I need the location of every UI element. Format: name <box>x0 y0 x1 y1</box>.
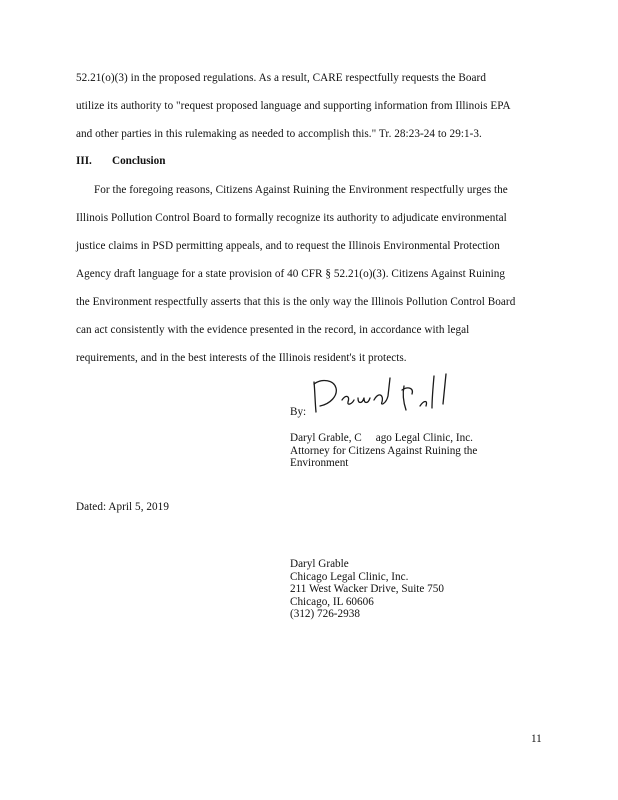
intro-line: 52.21(o)(3) in the proposed regulations. As a result, CARE respectfully requests the Board <box>76 72 486 84</box>
conclusion-line: requirements, and in the best interests of the Illinois resident's it protects. <box>76 352 407 364</box>
conclusion-line: For the foregoing reasons, Citizens Against Ruining the Environment respectfully urges the <box>94 184 508 196</box>
handwritten-signature <box>312 370 462 420</box>
contact-line: 211 West Wacker Drive, Suite 750 <box>290 583 444 596</box>
intro-line: utilize its authority to "request proposed language and supporting information from Illinois EPA <box>76 100 511 112</box>
section-heading <box>76 155 165 167</box>
section-title: Conclusion <box>112 155 166 167</box>
section-number: III. <box>76 155 92 167</box>
conclusion-line: the Environment respectfully asserts that this is the only way the Illinois Pollution Control Board <box>76 296 516 308</box>
intro-line: and other parties in this rulemaking as needed to accomplish this." Tr. 28:23-24 to 29:1-3. <box>76 128 482 140</box>
signer-line: Attorney for Citizens Against Ruining the <box>290 444 478 457</box>
dated-line: Dated: April 5, 2019 <box>76 501 169 513</box>
contact-line: Chicago Legal Clinic, Inc. <box>290 570 409 583</box>
conclusion-line: Agency draft language for a state provision of 40 CFR § 52.21(o)(3). Citizens Against Ruining <box>76 268 506 280</box>
conclusion-line: can act consistently with the evidence presented in the record, in accordance with legal <box>76 324 470 336</box>
contact-line: Daryl Grable <box>290 558 349 570</box>
signer-line: Environment <box>290 457 349 470</box>
contact-line: Chicago, IL 60606 <box>290 595 374 608</box>
contact-block <box>290 558 444 621</box>
signer-line: Daryl Grable, C ago Legal Clinic, Inc. <box>290 432 473 444</box>
conclusion-line: Illinois Pollution Control Board to formally recognize its authority to adjudicate environmental <box>76 212 507 224</box>
page-number: 11 <box>531 733 542 745</box>
contact-line: (312) 726-2938 <box>290 608 360 621</box>
conclusion-line: justice claims in PSD permitting appeals, and to request the Illinois Environmental Protection <box>76 240 500 252</box>
signer-block <box>290 432 477 470</box>
by-label: By: <box>290 406 307 418</box>
